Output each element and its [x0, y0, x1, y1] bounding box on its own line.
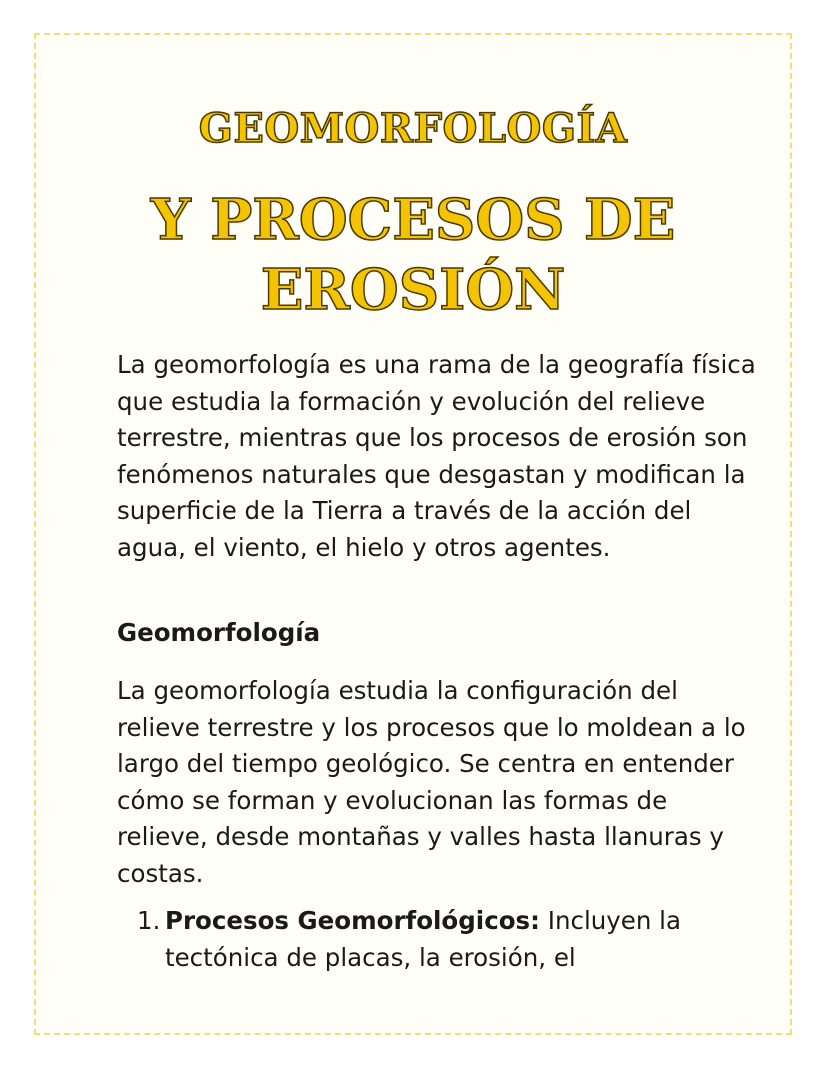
- document-page: [34, 33, 792, 1035]
- section-paragraph: La geomorfología estudia la configuración del relieve terrestre y los procesos que lo moldean a lo largo del tiempo geológico. Se centra en entender cómo se forman y evolucionan las formas de relieve, desde montañas y valles hasta llanuras y costas.: [117, 676, 746, 888]
- list-item-text: Incluyen la tectónica de placas, la erosión, el: [165, 906, 681, 972]
- title-line-1: GEOMORFOLOGÍA: [198, 105, 628, 152]
- section-heading: Geomorfología: [117, 618, 321, 647]
- intro-paragraph: La geomorfología es una rama de la geografía física que estudia la formación y evolución del relieve terrestre, mientras que los procesos de erosión son fenómenos naturales que desgastan y modifican la superficie de la Tierra a través de la acción del agua, el viento, el hielo y otros agentes.: [117, 350, 756, 562]
- title-line-2: Y PROCESOS DE: [150, 187, 676, 253]
- list-item-term: Procesos Geomorfológicos:: [165, 906, 540, 935]
- list-item-number: 1.: [137, 906, 161, 935]
- title-line-3: EROSIÓN: [260, 257, 566, 323]
- list-item: [117, 903, 757, 976]
- process-list: [117, 903, 757, 976]
